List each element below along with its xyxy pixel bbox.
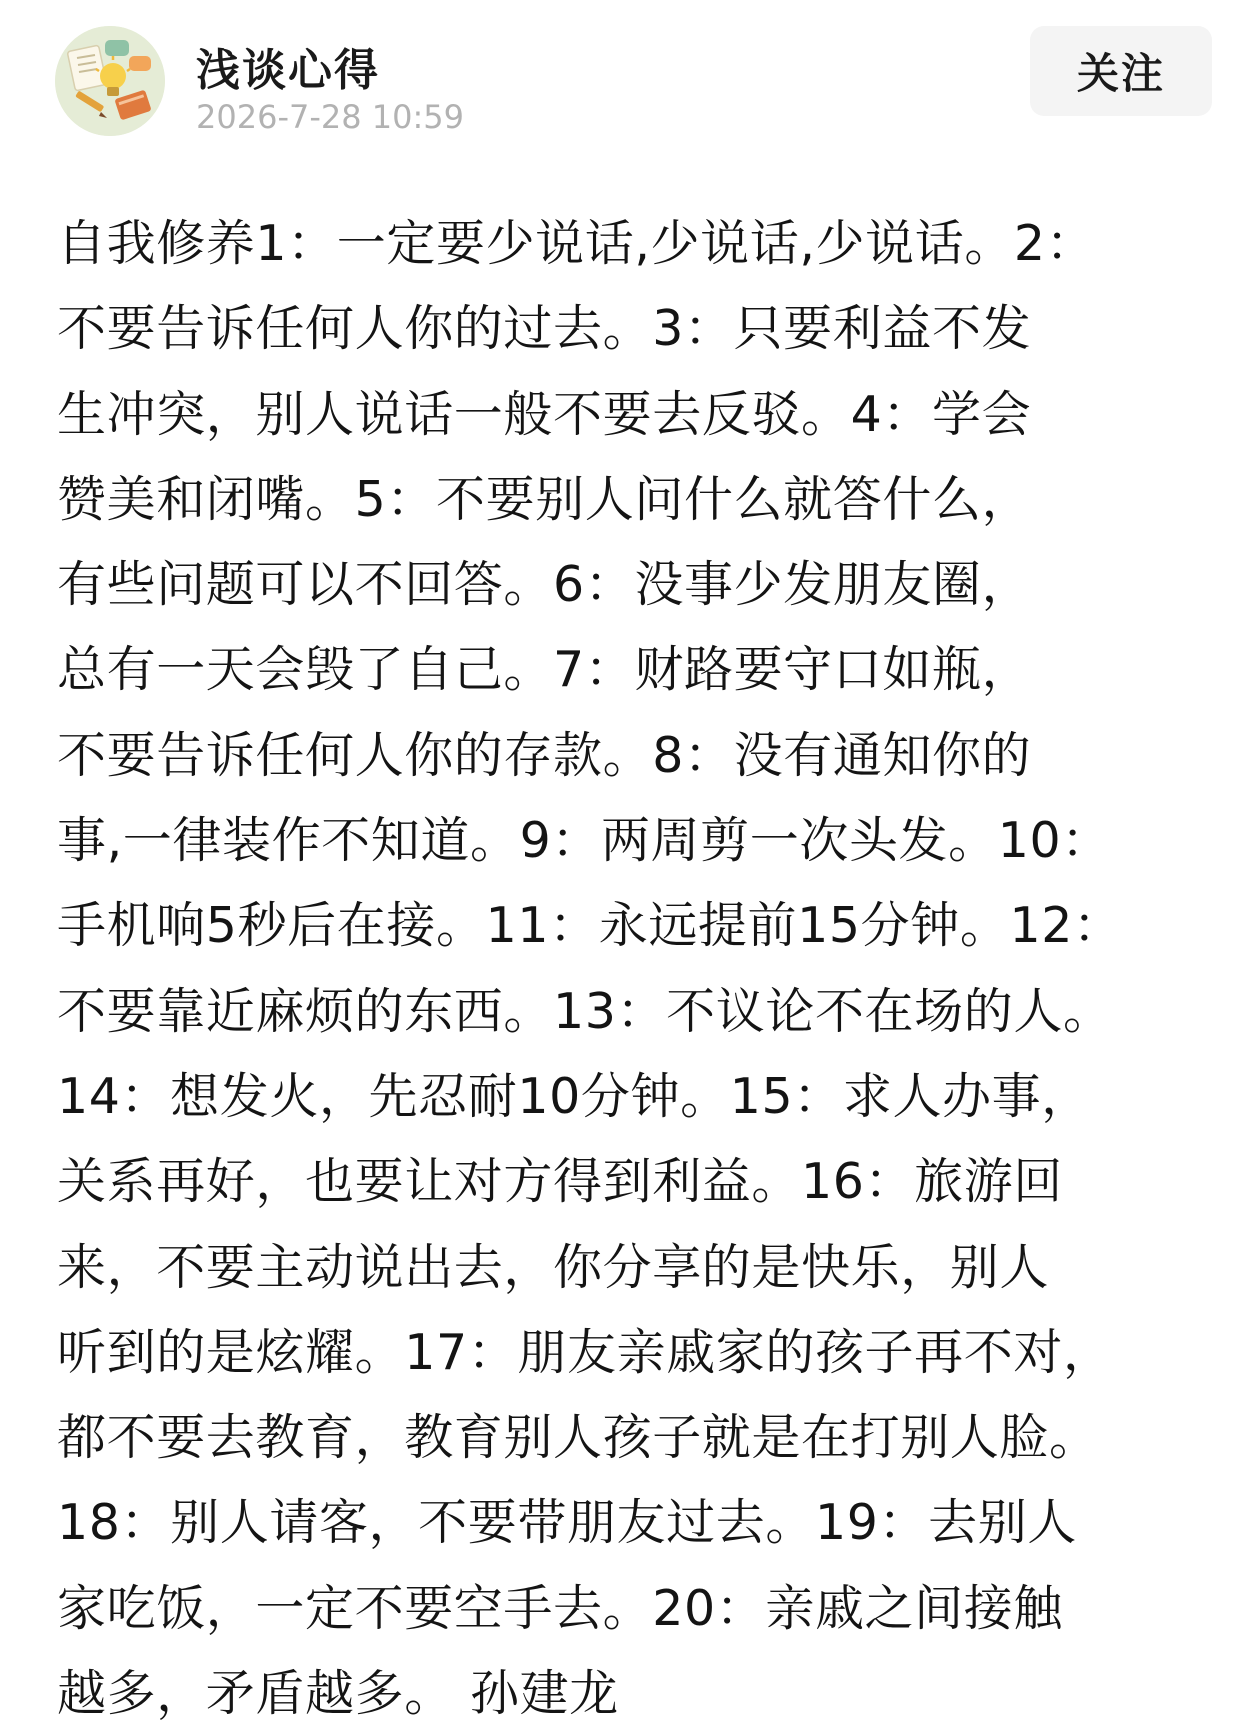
author-name[interactable]: 浅谈心得	[196, 45, 380, 96]
notes-lightbulb-avatar-icon	[55, 26, 165, 136]
post-timestamp: 2026-7-28 10:59	[196, 98, 464, 136]
follow-button[interactable]: 关注	[1030, 26, 1212, 116]
author-avatar[interactable]	[55, 26, 165, 136]
post-header	[0, 0, 1260, 150]
post-body-text: 自我修养1：一定要少说话,少说话,少说话。2： 不要告诉任何人你的过去。3：只要利益不发 生冲突，别人说话一般不要去反驳。4：学会 赞美和闭嘴。5：不要别人问什么就答什么， 有些问题可以不回答。6：没事少发朋友圈， 总有一天会毁了自己。7：财路要守口如瓶， 不要告诉任何人你的存款。8：没有通知你的 事,一律装作不知道。9：两周剪一次头发。10： 手机响5秒后在接。11：永远提前15分钟。12： 不要靠近麻烦的东西。13：不议论不在场的人。 14：想发火，先忍耐10分钟。15：求人办事， 关系再好，也要让对方得到利益。16：旅游回 来，不要主动说出去，你分享的是快乐，别人 听到的是炫耀。17：朋友亲戚家的孩子再不对， 都不要去教育，教育别人孩子就是在打别人脸。 18：别人请客，不要带朋友过去。19：去别人 家吃饭，一定不要空手去。20：亲戚之间接触 越多，矛盾越多。 孙建龙	[57, 215, 1123, 1723]
